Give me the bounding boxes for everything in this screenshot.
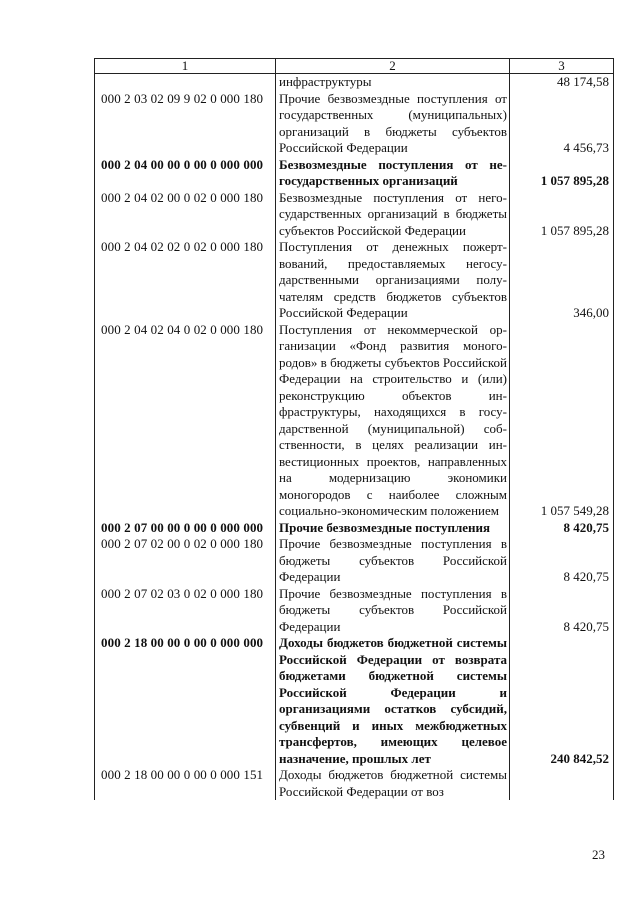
column-header-2: 2	[276, 59, 510, 74]
page-number: 23	[592, 847, 605, 862]
table-row	[95, 520, 614, 537]
budget-revenue-table	[94, 58, 614, 800]
amount-cell: 346,00	[510, 239, 614, 322]
budget-code-cell: 000 2 04 02 02 0 02 0 000 180	[95, 239, 276, 322]
amount-cell: 8 420,75	[510, 536, 614, 586]
amount-cell: 8 420,75	[510, 520, 614, 537]
revenue-description-cell: инфраструктуры	[276, 74, 510, 91]
amount-cell: 1 057 895,28	[510, 190, 614, 240]
revenue-description-cell: Прочие безвозмездные поступления от государственных (муниципальных) организаций в бюджеты субъектов Российской Федерации	[276, 91, 510, 157]
table-row	[95, 322, 614, 520]
table-row	[95, 767, 614, 800]
revenue-description-cell: Поступления от некоммерческой организации «Фонд развития моногородов» в бюджеты субъектов Российской Федерации на строительство и (или) реконструкцию объектов инфраструктуры, находящихся в государственной (муниципальной) собственности, в целях реализации инвестиционных проектов, направленных на модернизацию экономики моногородов с наиболее сложным социально-экономическим положением	[276, 322, 510, 520]
column-number-header-row	[95, 59, 614, 74]
budget-code-cell: 000 2 18 00 00 0 00 0 000 151	[95, 767, 276, 800]
column-header-3: 3	[510, 59, 614, 74]
revenue-description-cell: Поступления от денежных пожертвований, предоставляемых негосударственными организациями получателям средств бюджетов субъектов Российской Федерации	[276, 239, 510, 322]
revenue-description-cell: Доходы бюджетов бюджетной системы Российской Федерации от возврата бюджетами бюджетной системы Российской Федерации и организациями остатков субсидий, субвенций и иных межбюджетных трансфертов, имеющих целевое назначение, прошлых лет	[276, 635, 510, 767]
amount-cell: 8 420,75	[510, 586, 614, 636]
amount-cell: 4 456,73	[510, 91, 614, 157]
table-row	[95, 157, 614, 190]
amount-cell: 1 057 895,28	[510, 157, 614, 190]
table-row	[95, 91, 614, 157]
revenue-description-cell: Прочие безвозмездные поступления в бюджеты субъектов Российской Федерации	[276, 586, 510, 636]
table-body	[95, 74, 614, 801]
column-header-1: 1	[95, 59, 276, 74]
table-row	[95, 586, 614, 636]
amount-cell: 1 057 549,28	[510, 322, 614, 520]
amount-cell: 240 842,52	[510, 635, 614, 767]
budget-code-cell	[95, 74, 276, 91]
revenue-description-cell: Безвозмездные поступления от негосударственных организаций в бюджеты субъектов Российской Федерации	[276, 190, 510, 240]
revenue-description-cell: Прочие безвозмездные поступления	[276, 520, 510, 537]
revenue-description-cell: Прочие безвозмездные поступления в бюджеты субъектов Российской Федерации	[276, 536, 510, 586]
revenue-description-cell: Безвозмездные поступления от негосударственных организаций	[276, 157, 510, 190]
table-row	[95, 536, 614, 586]
budget-code-cell: 000 2 07 00 00 0 00 0 000 000	[95, 520, 276, 537]
amount-cell	[510, 767, 614, 800]
table-row	[95, 635, 614, 767]
budget-code-cell: 000 2 18 00 00 0 00 0 000 000	[95, 635, 276, 767]
amount-cell: 48 174,58	[510, 74, 614, 91]
budget-code-cell: 000 2 03 02 09 9 02 0 000 180	[95, 91, 276, 157]
revenue-description-cell: Доходы бюджетов бюджетной системы Российской Федерации от воз	[276, 767, 510, 800]
budget-code-cell: 000 2 07 02 03 0 02 0 000 180	[95, 586, 276, 636]
table-row	[95, 239, 614, 322]
table-row	[95, 190, 614, 240]
budget-code-cell: 000 2 07 02 00 0 02 0 000 180	[95, 536, 276, 586]
budget-code-cell: 000 2 04 02 04 0 02 0 000 180	[95, 322, 276, 520]
budget-code-cell: 000 2 04 02 00 0 02 0 000 180	[95, 190, 276, 240]
budget-code-cell: 000 2 04 00 00 0 00 0 000 000	[95, 157, 276, 190]
table-row	[95, 74, 614, 91]
